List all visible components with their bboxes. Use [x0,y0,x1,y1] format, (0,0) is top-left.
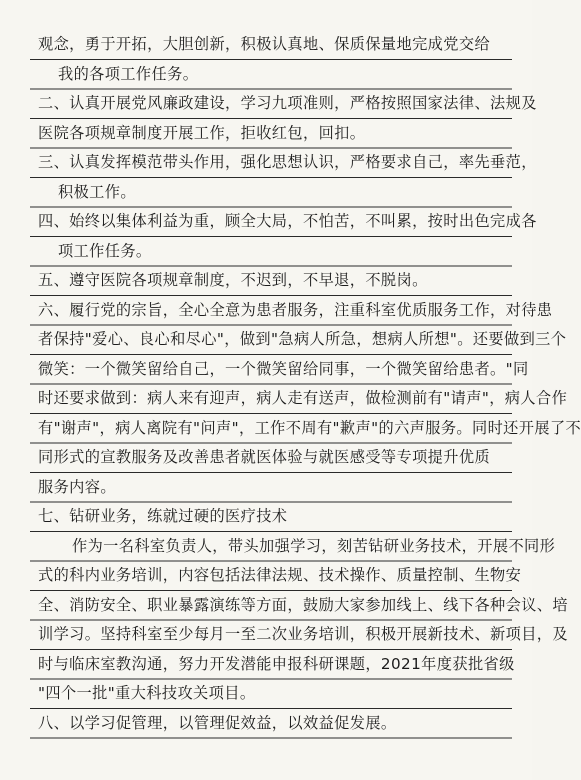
line-4: 医院各项规章制度开展工作，拒收红包，回扣。 [38,123,366,142]
line-24: 八、以学习促管理，以管理促效益，以效益促发展。 [38,713,397,732]
line-20: 全、消防安全、职业暴露演练等方面，鼓励大家参加线上、线下各种会议、培 [38,595,568,614]
line-14: 有"谢声"，病人离院有"问声"，工作不周有"歉声"的六声服务。同时还开展了不 [38,418,581,437]
line-10: 六、履行党的宗旨，全心全意为患者服务，注重科室优质服务工作，对待患 [38,300,553,319]
line-1: 观念，勇于开拓，大胆创新，积极认真地、保质保量地完成党交给 [38,35,491,53]
line-11: 者保持"爱心、良心和尽心"，做到"急病人所急，想病人所想"。还要做到三个 [38,330,567,348]
line-13: 时还要求做到：病人来有迎声，病人走有送声，做检测前有"请声"，病人合作 [38,389,568,407]
line-7: 四、始终以集体利益为重，顾全大局，不怕苦，不叫累，按时出色完成各 [38,212,537,230]
line-3: 二、认真开展党风廉政建设，学习九项准则，严格按照国家法律、法规及 [38,94,537,112]
line-2: 我的各项工作任务。 [58,64,199,83]
line-9: 五、遵守医院各项规章制度，不迟到，不早退，不脱岗。 [38,271,428,289]
line-15: 同形式的宣教服务及改善患者就医体验与就医感受等专项提升优质 [38,448,491,466]
line-12: 微笑：一个微笑留给自己，一个微笑留给同事，一个微笑留给患者。"同 [38,359,529,378]
line-18: 作为一名科室负责人，带头加强学习，刻苦钻研业务技术，开展不同形 [72,536,556,555]
line-8: 项工作任务。 [58,241,152,260]
text-lines [34,30,581,738]
line-23: "四个一批"重大科技攻关项目。 [38,684,256,702]
line-16: 服务内容。 [38,477,116,496]
line-6: 积极工作。 [58,182,136,201]
line-19: 式的科内业务培训，内容包括法律法规、技术操作、质量控制、生物安 [38,566,522,584]
line-22: 时与临床室教沟通，努力开发潜能申报科研课题，2021年度获批省级 [38,654,515,673]
line-5: 三、认真发挥模范带头作用，强化思想认识，严格要求自己，率先垂范， [38,153,537,171]
line-17: 七、钻研业务，练就过硬的医疗技术 [38,507,288,525]
line-21: 训学习。坚持科室至少每月一至二次业务培训，积极开展新技术、新项目，及 [38,625,568,643]
